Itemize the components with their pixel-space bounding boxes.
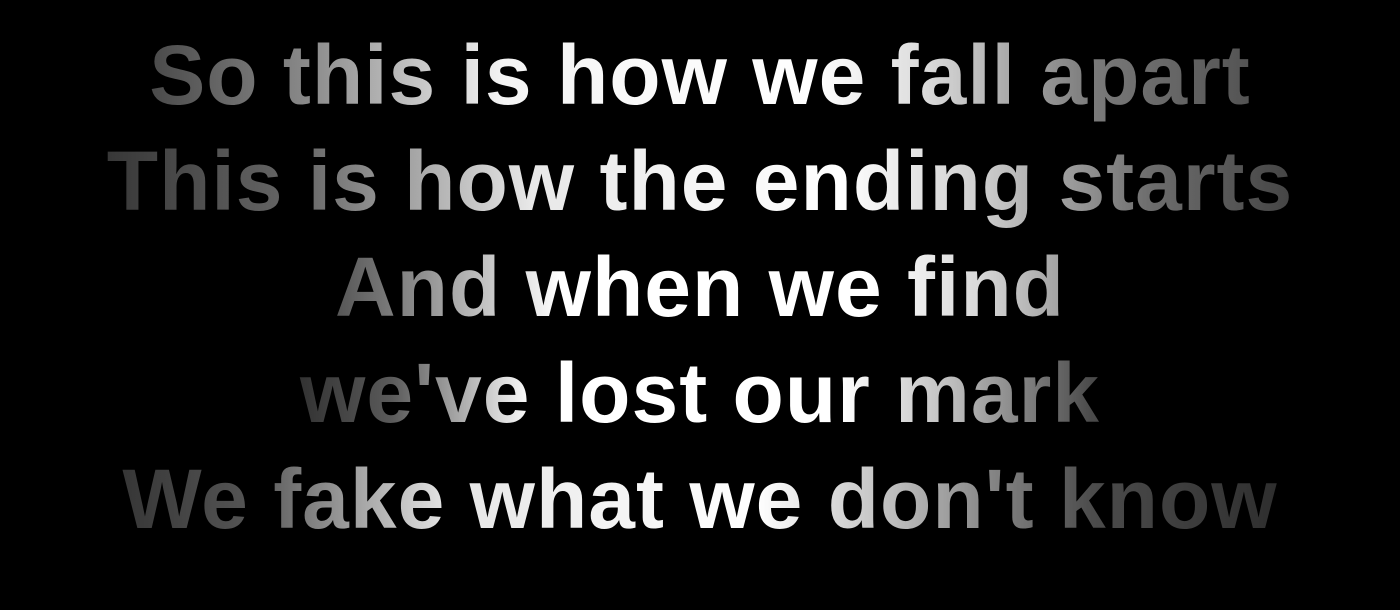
lyric-line-3: And when we find <box>0 234 1400 340</box>
lyric-line-2: This is how the ending starts <box>0 128 1400 234</box>
lyrics-block <box>0 22 1400 552</box>
lyric-line-5: We fake what we don't know <box>0 446 1400 552</box>
lyric-line-4: we've lost our mark <box>0 340 1400 446</box>
lyric-line-1: So this is how we fall apart <box>0 22 1400 128</box>
